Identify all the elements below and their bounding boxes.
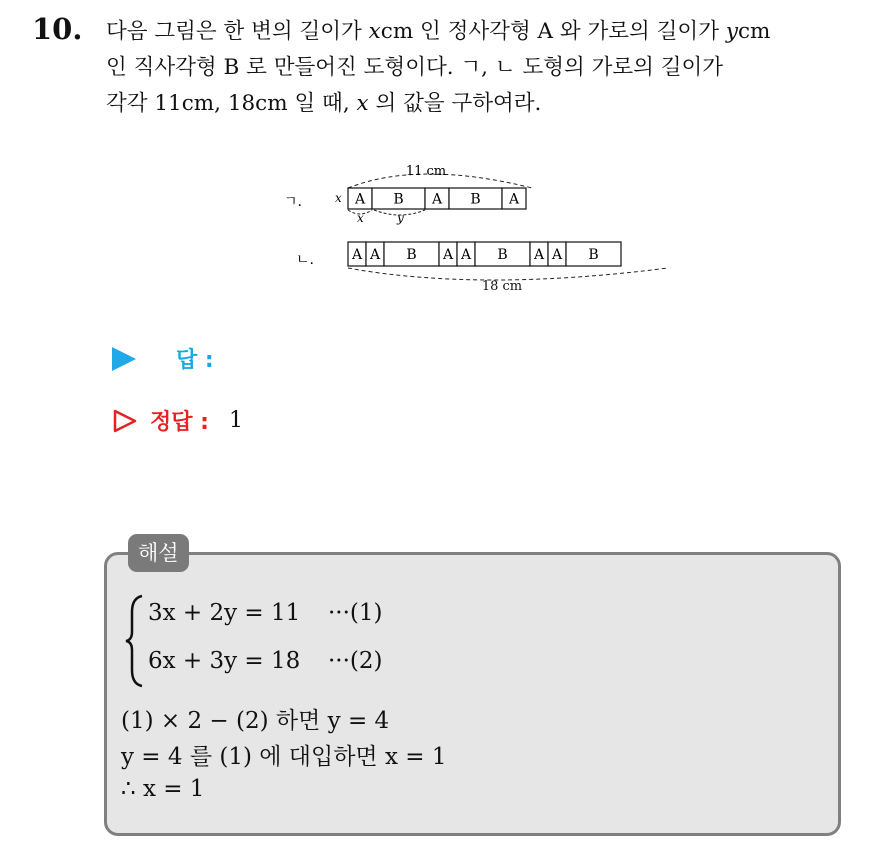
x-width-label: x	[357, 211, 364, 225]
n-box-row	[348, 242, 621, 266]
n-box-label: A	[351, 247, 363, 263]
solution-step-3: ∴ x = 1	[121, 776, 205, 802]
correct-answer-label: 정답 :	[150, 410, 209, 435]
n-box-label: A	[442, 247, 454, 263]
n-box-label: B	[406, 247, 417, 263]
g-box-label: A	[508, 191, 520, 208]
correct-answer-value: 1	[228, 408, 243, 433]
n-box-label: A	[369, 247, 381, 263]
equation-1: 3x + 2y = 11 ···(1)	[148, 600, 383, 626]
answer-label: 답 :	[176, 348, 214, 373]
y-width-label: y	[397, 211, 404, 225]
correct-answer-row	[112, 405, 243, 436]
question-number: 10.	[32, 12, 83, 46]
rectangle-figure	[280, 160, 680, 300]
n-box-label: B	[497, 247, 508, 263]
question-line-1: 다음 그림은 한 변의 길이가 xcm 인 정사각형 A 와 가로의 길이가 ycm	[106, 19, 771, 44]
n-box-label: A	[460, 247, 472, 263]
equation-2: 6x + 3y = 18 ···(2)	[148, 648, 383, 674]
question-line-3: 각각 11cm, 18cm 일 때, x 의 값을 구하여라.	[106, 91, 542, 116]
outline-play-icon	[112, 408, 138, 434]
label-n: ㄴ.	[296, 252, 314, 268]
solution-step-1: (1) × 2 − (2) 하면 y = 4	[121, 708, 390, 734]
label-g: ㄱ.	[284, 194, 302, 210]
x-side-label: x	[335, 191, 342, 205]
n-total-label: 18 cm	[481, 279, 523, 294]
left-brace	[124, 594, 146, 688]
question-text	[106, 14, 866, 122]
g-box-label: A	[431, 191, 443, 208]
solution-step-2: y = 4 를 (1) 에 대입하면 x = 1	[121, 744, 447, 770]
explanation-tab: 해설	[128, 534, 189, 572]
g-box-label: B	[470, 191, 481, 208]
g-box-label: A	[354, 191, 366, 208]
g-total-label: 11 cm	[405, 164, 447, 179]
question-line-2: 인 직사각형 B 로 만들어진 도형이다. ㄱ, ㄴ 도형의 가로의 길이가	[106, 55, 724, 80]
g-box-label: B	[393, 191, 404, 208]
figure-svg	[280, 160, 680, 300]
equation-system	[122, 594, 422, 688]
n-box-label: A	[533, 247, 545, 263]
n-box-label: B	[588, 247, 599, 263]
play-icon	[112, 347, 136, 371]
n-box-label: A	[551, 247, 563, 263]
answer-row	[112, 343, 214, 374]
g-box-row	[348, 188, 526, 209]
